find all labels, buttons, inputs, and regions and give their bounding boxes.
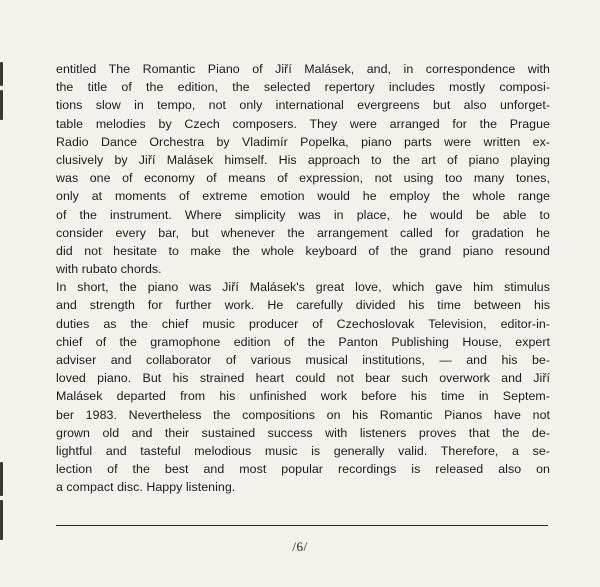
text-line: did not hesitate to make the whole keyboard of the grand piano resound [56, 243, 550, 258]
staple-mark-top-lower [0, 90, 3, 120]
text-line: of the instrument. Where simplicity was in place, he would be able to [56, 207, 550, 222]
staple-mark-top [0, 62, 3, 86]
text-line: Radio Dance Orchestra by Vladimír Popelka, piano parts were written ex- [56, 134, 550, 149]
text-line: grown old and their sustained success with listeners proves that the de- [56, 425, 550, 440]
staple-mark-bottom-lower [0, 500, 3, 540]
text-line: a compact disc. Happy listening. [56, 480, 236, 495]
text-line: table melodies by Czech composers. They were arranged for the Prague [56, 116, 550, 131]
body-text [56, 60, 550, 497]
text-line: Malásek departed from his unfinished work before his time in Septem- [56, 389, 550, 404]
text-line: tions slow in tempo, not only international evergreens but also unforget- [56, 98, 550, 113]
text-line: clusively by Jiří Malásek himself. His approach to the art of piano playing [56, 152, 550, 167]
text-line: was one of economy of means of expression, not using too many tones, [56, 171, 550, 186]
text-line: consider every bar, but whenever the arrangement called for gradation he [56, 225, 550, 240]
text-line: ber 1983. Nevertheless the compositions on his Romantic Pianos have not [56, 407, 550, 422]
text-line: adviser and collaborator of various musical institutions, — and his be- [56, 353, 550, 367]
text-line: In short, the piano was Jiří Malásek's great love, which gave him stimulus [56, 280, 550, 295]
text-line: entitled The Romantic Piano of Jiří Malásek, and, in correspondence with [56, 62, 550, 76]
text-line: duties as the chief music producer of Czechoslovak Television, editor-in- [56, 316, 550, 331]
footer-rule [56, 525, 548, 526]
staple-mark-bottom [0, 462, 3, 496]
text-line: loved piano. But his strained heart could not bear such overwork and Jiří [56, 371, 550, 386]
text-line: lection of the best and most popular recordings is released also on [56, 462, 550, 477]
page-number: /6/ [292, 539, 308, 554]
text-line: chief of the gramophone edition of the Panton Publishing House, expert [56, 334, 550, 349]
text-line: lightful and tasteful melodious music is generally valid. Therefore, a se- [56, 443, 550, 458]
text-line: the title of the edition, the selected repertory includes mostly composi- [56, 80, 550, 95]
text-line: and strength for further work. He carefully divided his time between his [56, 298, 550, 313]
text-line: only at moments of extreme emotion would he employ the whole range [56, 189, 550, 204]
text-line: with rubato chords. [56, 262, 162, 277]
